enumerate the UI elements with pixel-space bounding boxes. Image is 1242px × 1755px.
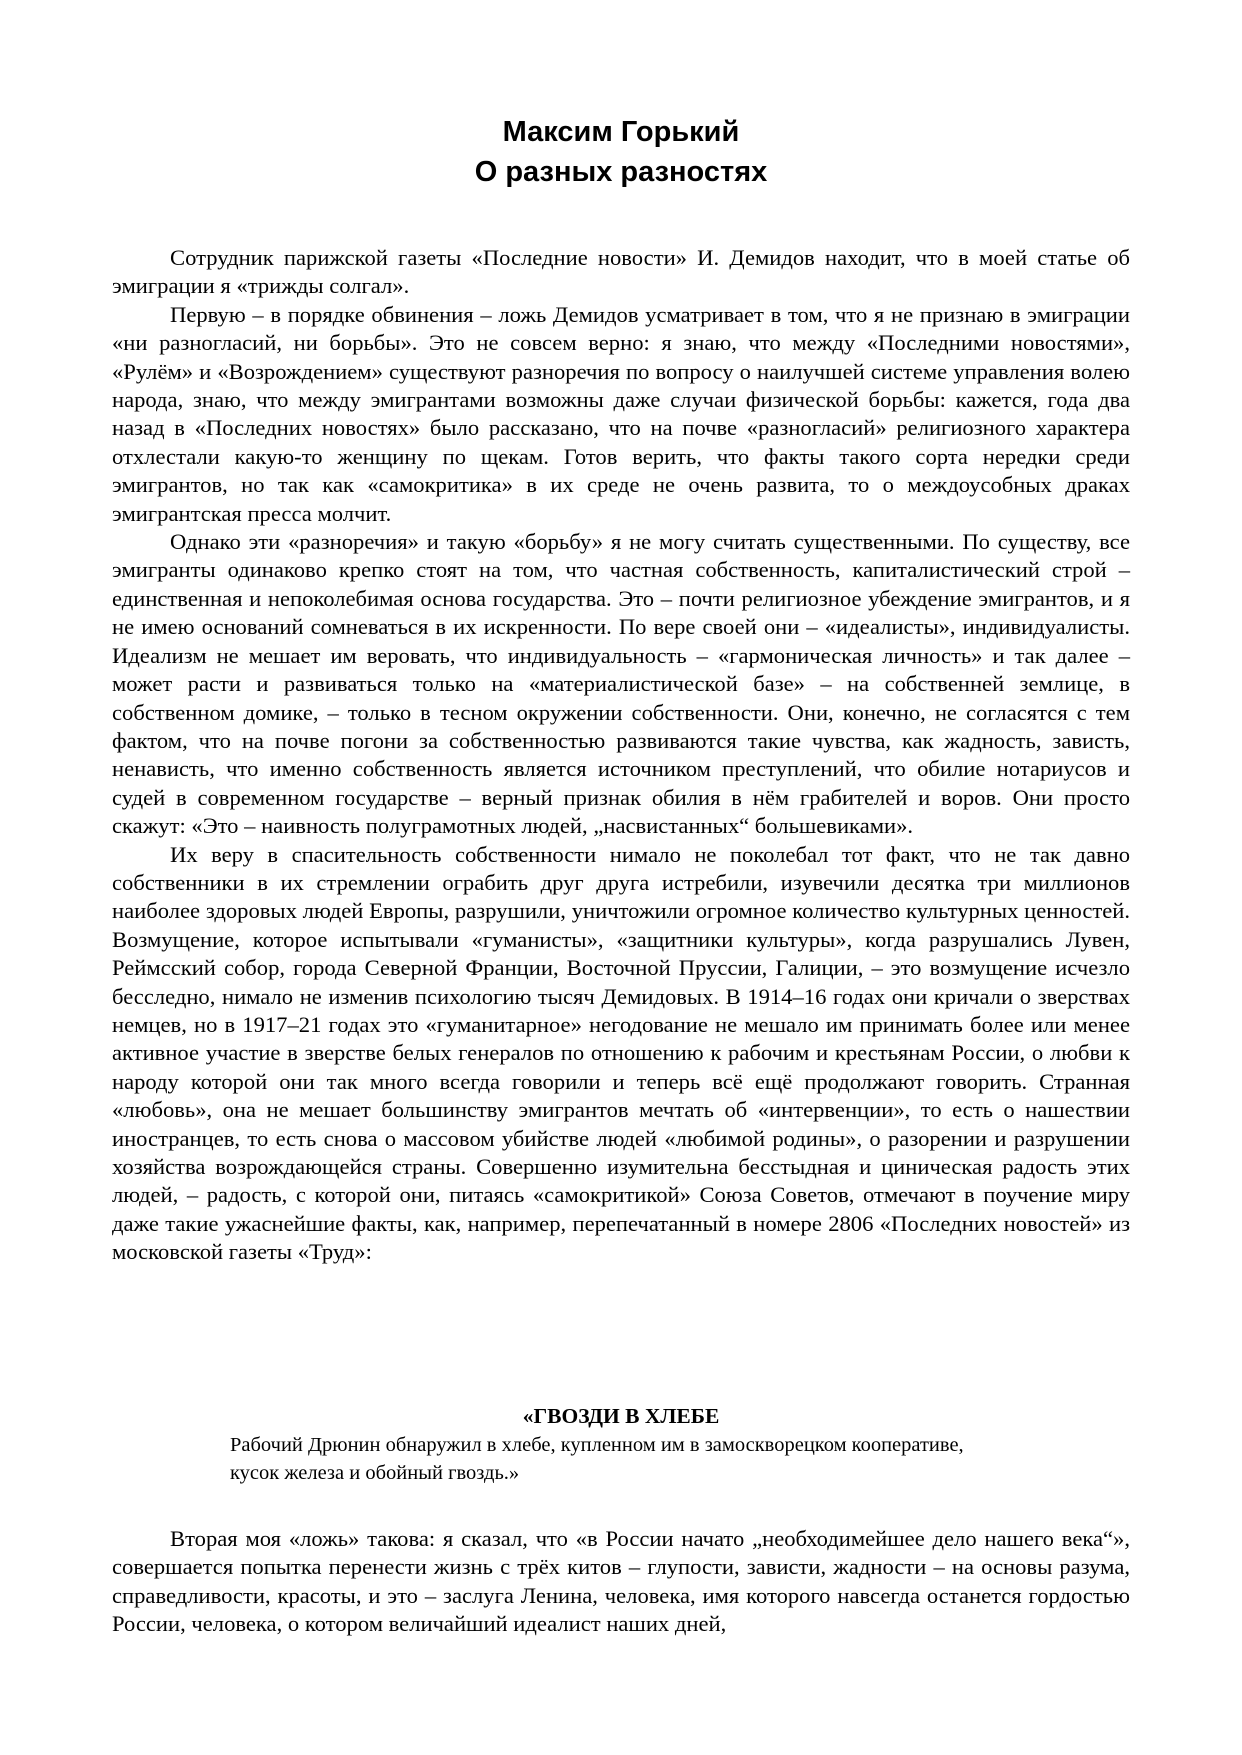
document-title: О разных разностях <box>474 156 768 188</box>
paragraph-1: Сотрудник парижской газеты «Последние новости» И. Демидов находит, что в моей статье об эмиграции я «трижды солгал». <box>112 245 1130 299</box>
quoted-article-text <box>230 1432 1110 1487</box>
author-name: Максим Горький <box>502 116 740 148</box>
title-block <box>0 112 1242 192</box>
quote-line-1: Рабочий Дрюнин обнаружил в хлебе, купленном им в замоскворецком кооперативе, <box>230 1434 964 1456</box>
closing-text <box>112 1525 1130 1639</box>
quote-line-2: кусок железа и обойный гвоздь.» <box>230 1461 520 1484</box>
paragraph-2: Первую – в порядке обвинения – ложь Демидов усматривает в том, что я не признаю в эмиграции «ни разногласий, ни борьбы». Это не совсем верно: я знаю, что между «Последними новостями», «Рулём» и «Возрождением» существуют разноречия по вопросу о наилучшей системе управления волею народа, знаю, что между эмигрантами возможны даже случаи физической борьбы: кажется, года два назад в «Последних новостях» было рассказано, что на почве «разногласий» религиозного характера отхлестали какую-то женщину по щекам. Готов верить, что факты такого сорта нередки среди эмигрантов, но так как «самокритика» в их среде не очень развита, то о междоусобных драках эмигрантская пресса молчит. <box>112 301 1130 526</box>
paragraph-4: Их веру в спасительность собственности нимало не поколебал тот факт, что не так давно собственники в их стремлении ограбить друг друга истребили, изувечили десятка три миллионов наиболее здоровых людей Европы, разрушили, уничтожили огромное количество культурных ценностей. Возмущение, которое испытывали «гуманисты», «защитники культуры», когда разрушались Лувен, Реймсский собор, города Северной Франции, Восточной Пруссии, Галиции, – это возмущение исчезло бесследно, нимало не изменив психологию тысяч Демидовых. В 1914–16 годах они кричали о зверствах немцев, но в 1917–21 годах это «гуманитарное» негодование не мешало им принимать более или менее активное участие в зверстве белых генералов по отношению к рабочим и крестьянам России, о любви к народу которой они так много всегда говорили и теперь всё ещё продолжают говорить. Странная «любовь», она не мешает большинству эмигрантов мечтать об «интервенции», то есть о нашествии иностранцев, то есть снова о массовом убийстве людей «любимой родины», о разорении и разрушении хозяйства возрождающейся страны. Совершенно изумительна бесстыдная и циническая радость этих людей, – радость, с которой они, питаясь «самокритикой» Союза Советов, отмечают в поучение миру даже такие ужаснейшие факты, как, например, перепечатанный в номере 2806 «Последних новостей» из московской газеты «Труд»: <box>112 841 1130 1265</box>
paragraph-5: Вторая моя «ложь» такова: я сказал, что «в России начато „необходимейшее дело нашего века“», совершается попытка перенести жизнь с трёх китов – глупости, зависти, жадности – на основы разума, справедливости, красоты, и это – заслуга Ленина, человека, имя которого навсегда останется гордостью России, человека, о котором величайший идеалист наших дней, <box>112 1526 1130 1637</box>
paragraph-3: Однако эти «разноречия» и такую «борьбу» я не могу считать существенными. По существу, все эмигранты одинаково крепко стоят на том, что частная собственность, капиталистический строй – единственная и непоколебимая основа государства. Это – почти религиозное убеждение эмигрантов, и я не имею оснований сомневаться в их искренности. По вере своей они – «идеалисты», индивидуалисты. Идеализм не мешает им веровать, что индивидуальность – «гармоническая личность» и так далее – может расти и развиваться только на «материалистической базе» – на собственней землице, в собственном домике, – только в тесном окружении собственности. Они, конечно, не согласятся с тем фактом, что на почве погони за собственностью развиваются такие чувства, как жадность, зависть, ненависть, что именно собственность является источником преступлений, что обилие нотариусов и судей в современном государстве – верный признак обилия в нём грабителей и воров. Они просто скажут: «Это – наивность полуграмотных людей, „насвистанных“ большевиками». <box>112 529 1130 839</box>
body-text <box>112 244 1130 1267</box>
quoted-article-heading: «ГВОЗДИ В ХЛЕБЕ <box>522 1404 720 1428</box>
